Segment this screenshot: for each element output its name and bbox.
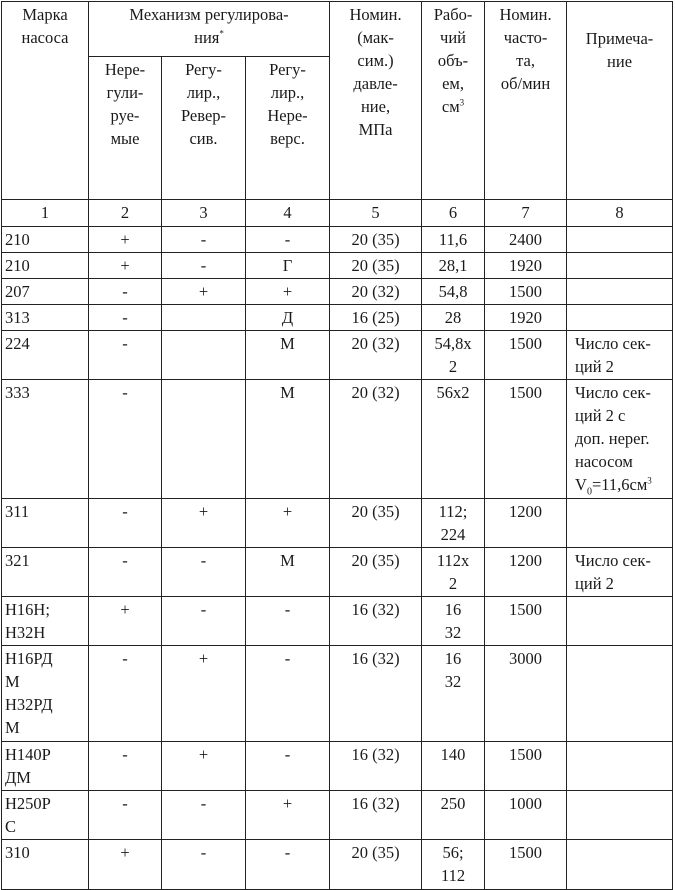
cell-brand: Н16Н; Н32Н [2,597,89,646]
cell-nonreg: - [89,742,162,791]
cell-volume: 28 [422,305,485,331]
cell-freq: 1920 [485,253,567,279]
note-volume-prefix: V [575,475,587,494]
table-row [2,742,673,791]
cell-freq: 2400 [485,227,567,253]
cell-nonrev: - [246,742,330,791]
cell-pressure: 20 (35) [330,499,422,548]
note-volume-value: =11,6см [591,475,648,494]
cell-nonrev: - [246,227,330,253]
cell-note [567,227,673,253]
cell-note [567,279,673,305]
col-number: 7 [485,200,567,227]
cell-note: Число сек- ций 2 [567,548,673,597]
header-pressure: Номин. (мак- сим.) давле- ние, МПа [330,2,422,200]
cell-rev: + [162,499,246,548]
cell-note [567,840,673,890]
cell-nonrev: - [246,597,330,646]
cell-nonrev: + [246,279,330,305]
cell-volume: 28,1 [422,253,485,279]
cell-freq: 1000 [485,791,567,840]
cell-pressure: 16 (32) [330,597,422,646]
table-row [2,548,673,597]
cell-nonreg: - [89,548,162,597]
note-volume-exponent: 3 [647,475,652,486]
cell-freq: 1500 [485,380,567,499]
cell-nonrev: Г [246,253,330,279]
note-text: Число сек- ций 2 с доп. нерег. насосом [575,383,651,471]
cell-note [567,597,673,646]
cell-nonrev: Д [246,305,330,331]
col-number: 1 [2,200,89,227]
cell-volume: 112х 2 [422,548,485,597]
col-number: 3 [162,200,246,227]
cell-rev [162,331,246,380]
cell-brand: 207 [2,279,89,305]
header-volume-label: Рабо- чий объ- ем, см [433,5,473,116]
cell-rev: - [162,791,246,840]
cell-note [567,253,673,279]
cell-nonrev: М [246,548,330,597]
table-row [2,227,673,253]
cell-brand: Н16РД М Н32РД М [2,646,89,742]
cell-volume: 16 32 [422,646,485,742]
col-number: 5 [330,200,422,227]
col-number: 4 [246,200,330,227]
cell-brand: 321 [2,548,89,597]
cell-freq: 3000 [485,646,567,742]
header-frequency: Номин. часто- та, об/мин [485,2,567,200]
cell-nonrev: + [246,499,330,548]
cell-volume: 112; 224 [422,499,485,548]
cell-note [567,742,673,791]
cell-nonrev: М [246,380,330,499]
cell-nonreg: + [89,597,162,646]
pump-spec-table [1,1,673,890]
cell-note [567,380,673,499]
col-number: 2 [89,200,162,227]
cell-pressure: 20 (35) [330,840,422,890]
cell-nonreg: - [89,380,162,499]
cell-volume: 56; 112 [422,840,485,890]
cell-note [567,791,673,840]
table-row [2,253,673,279]
cell-freq: 1200 [485,499,567,548]
cell-brand: 310 [2,840,89,890]
cell-volume: 56х2 [422,380,485,499]
cell-rev: - [162,548,246,597]
cell-nonrev: М [246,331,330,380]
cell-volume: 140 [422,742,485,791]
cell-freq: 1500 [485,279,567,305]
cell-rev: - [162,840,246,890]
cell-volume: 16 32 [422,597,485,646]
cell-rev: + [162,646,246,742]
cell-volume: 11,6 [422,227,485,253]
cell-brand: Н250Р С [2,791,89,840]
cell-brand: 333 [2,380,89,499]
footnote-mark: * [219,28,224,39]
cell-pressure: 20 (32) [330,279,422,305]
header-mechanism-label: Механизм регулирова- ния [129,5,289,47]
cell-pressure: 20 (32) [330,331,422,380]
cell-freq: 1500 [485,742,567,791]
header-reg-nonreversible: Регу- лир., Нере- верс. [246,57,330,200]
cell-nonreg: + [89,840,162,890]
cell-note [567,305,673,331]
cell-pressure: 20 (35) [330,548,422,597]
cell-nonreg: - [89,331,162,380]
header-volume [422,2,485,200]
table-row [2,840,673,890]
cell-rev: - [162,227,246,253]
cell-note [567,646,673,742]
cell-rev: + [162,742,246,791]
volume-unit-exponent: 3 [459,97,465,108]
table-row [2,279,673,305]
cell-pressure: 16 (25) [330,305,422,331]
cell-nonrev: + [246,791,330,840]
cell-note [567,499,673,548]
cell-pressure: 20 (35) [330,227,422,253]
cell-brand: 313 [2,305,89,331]
cell-nonreg: - [89,791,162,840]
cell-brand: 224 [2,331,89,380]
cell-rev: + [162,279,246,305]
col-number: 6 [422,200,485,227]
cell-nonrev: - [246,646,330,742]
cell-brand: 311 [2,499,89,548]
cell-nonreg: + [89,227,162,253]
cell-rev [162,305,246,331]
cell-pressure: 16 (32) [330,742,422,791]
cell-pressure: 16 (32) [330,791,422,840]
table-row [2,597,673,646]
cell-nonreg: - [89,305,162,331]
table-row [2,305,673,331]
cell-rev [162,380,246,499]
cell-pressure: 20 (35) [330,253,422,279]
table-row [2,791,673,840]
cell-nonreg: - [89,646,162,742]
cell-nonrev: - [246,840,330,890]
cell-nonreg: - [89,279,162,305]
cell-rev: - [162,597,246,646]
cell-freq: 1920 [485,305,567,331]
header-mechanism [89,2,330,57]
cell-freq: 1500 [485,840,567,890]
table-row [2,380,673,499]
cell-volume: 250 [422,791,485,840]
header-note: Примеча- ние [567,2,673,200]
cell-freq: 1500 [485,597,567,646]
header-reg-reversible: Регу- лир., Ревер- сив. [162,57,246,200]
col-number: 8 [567,200,673,227]
cell-freq: 1500 [485,331,567,380]
cell-brand: 210 [2,253,89,279]
header-brand: Марка насоса [2,2,89,200]
header-non-regulated: Нере- гули- руе- мые [89,57,162,200]
note-volume-subscript: 0 [586,486,592,498]
cell-pressure: 16 (32) [330,646,422,742]
cell-rev: - [162,253,246,279]
cell-nonreg: + [89,253,162,279]
cell-pressure: 20 (32) [330,380,422,499]
cell-freq: 1200 [485,548,567,597]
cell-brand: 210 [2,227,89,253]
column-number-row [2,200,673,227]
table-row [2,331,673,380]
table-row [2,646,673,742]
cell-nonreg: - [89,499,162,548]
cell-note: Число сек- ций 2 [567,331,673,380]
cell-volume: 54,8 [422,279,485,305]
table-row [2,499,673,548]
cell-brand: Н140Р ДМ [2,742,89,791]
cell-volume: 54,8х 2 [422,331,485,380]
